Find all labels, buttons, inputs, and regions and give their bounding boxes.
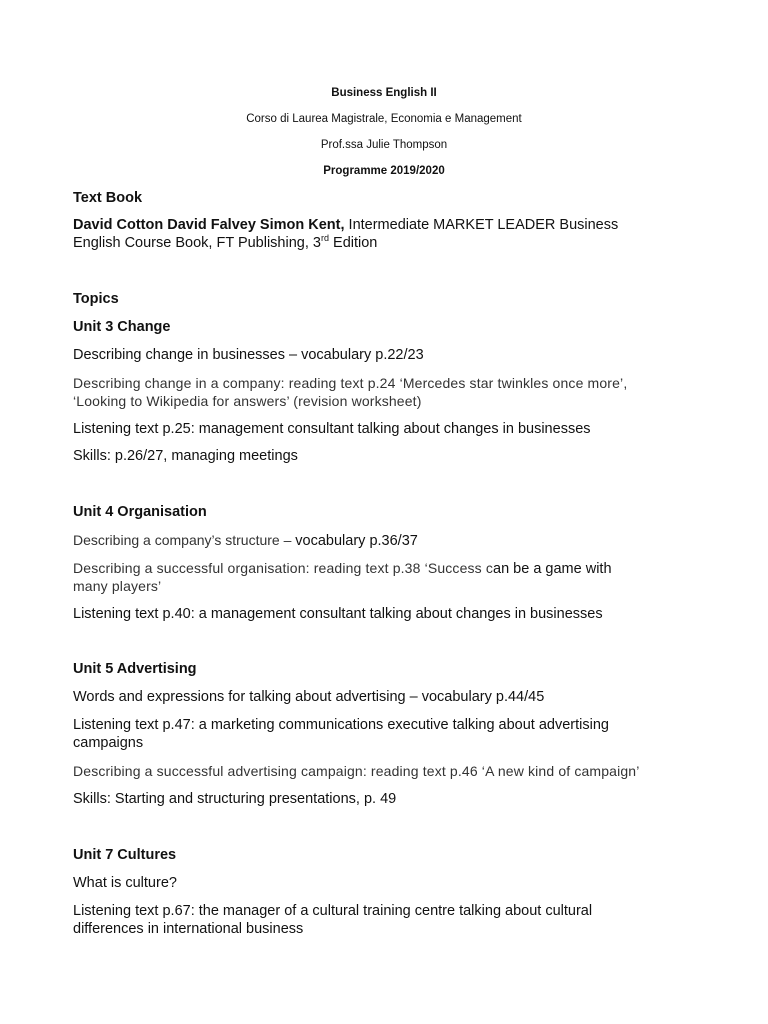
professor-name: Prof.ssa Julie Thompson — [320, 139, 448, 151]
edition-word: Edition — [329, 235, 378, 251]
unit3-title: Unit 3 Change — [73, 319, 171, 335]
unit4-item2-part-b: an be a game with — [493, 561, 612, 577]
unit7-title: Unit 7 Cultures — [73, 847, 177, 863]
unit4-item1-part-a: Describing a company’s structure – — [73, 532, 296, 548]
unit4-item2-part-a: Describing a successful organisation: reading text p.38 ‘Success c — [73, 560, 494, 576]
unit5-item-reading: Describing a successful advertising campaign: reading text p.46 ‘A new kind of campaign’ — [73, 763, 640, 779]
unit3-item-skills: Skills: p.26/27, managing meetings — [73, 448, 298, 464]
unit4-title: Unit 4 Organisation — [73, 504, 207, 520]
degree-name: Corso di Laurea Magistrale, Economia e Management — [246, 113, 522, 125]
unit5-title: Unit 5 Advertising — [73, 661, 197, 677]
textbook-authors: David Cotton David Falvey Simon Kent, — [73, 217, 345, 233]
programme-year: Programme 2019/2020 — [323, 165, 445, 177]
edition-superscript: rd — [320, 233, 329, 244]
unit5-item-skills: Skills: Starting and structuring presentations, p. 49 — [73, 791, 397, 807]
unit3-item-reading-line1: Describing change in a company: reading text p.24 ‘Mercedes star twinkles once more’, — [73, 375, 628, 391]
topics-heading: Topics — [73, 291, 119, 307]
unit4-item-reading-line2: many players’ — [73, 578, 162, 594]
course-title: Business English II — [331, 87, 437, 99]
unit5-item-listening-line2: campaigns — [73, 735, 144, 751]
unit3-item-listening: Listening text p.25: management consultant talking about changes in businesses — [73, 421, 591, 437]
textbook-reference-line2 — [73, 234, 713, 252]
unit7-item-listening-line1: Listening text p.67: the manager of a cultural training centre talking about cultural — [73, 903, 593, 919]
unit7-item-listening-line2: differences in international business — [73, 921, 304, 937]
unit5-item-listening-line1: Listening text p.47: a marketing communications executive talking about advertising — [73, 717, 609, 733]
unit4-item-vocabulary — [73, 531, 713, 550]
unit5-item-vocabulary: Words and expressions for talking about advertising – vocabulary p.44/45 — [73, 689, 545, 705]
unit4-item-listening: Listening text p.40: a management consultant talking about changes in businesses — [73, 606, 603, 622]
unit3-item-reading-line2: ‘Looking to Wikipedia for answers’ (revision worksheet) — [73, 393, 422, 409]
unit4-item-reading-line1 — [73, 559, 713, 578]
textbook-reference-line1 — [73, 216, 713, 234]
textbook-title-part1: Intermediate MARKET LEADER Business — [344, 217, 619, 233]
textbook-heading: Text Book — [73, 190, 143, 206]
unit3-item-vocabulary: Describing change in businesses – vocabulary p.22/23 — [73, 347, 424, 363]
textbook-title-part2: English Course Book, FT Publishing, 3 — [73, 235, 321, 251]
unit7-item-question: What is culture? — [73, 875, 177, 891]
unit4-item1-part-b: vocabulary p.36/37 — [295, 533, 418, 549]
